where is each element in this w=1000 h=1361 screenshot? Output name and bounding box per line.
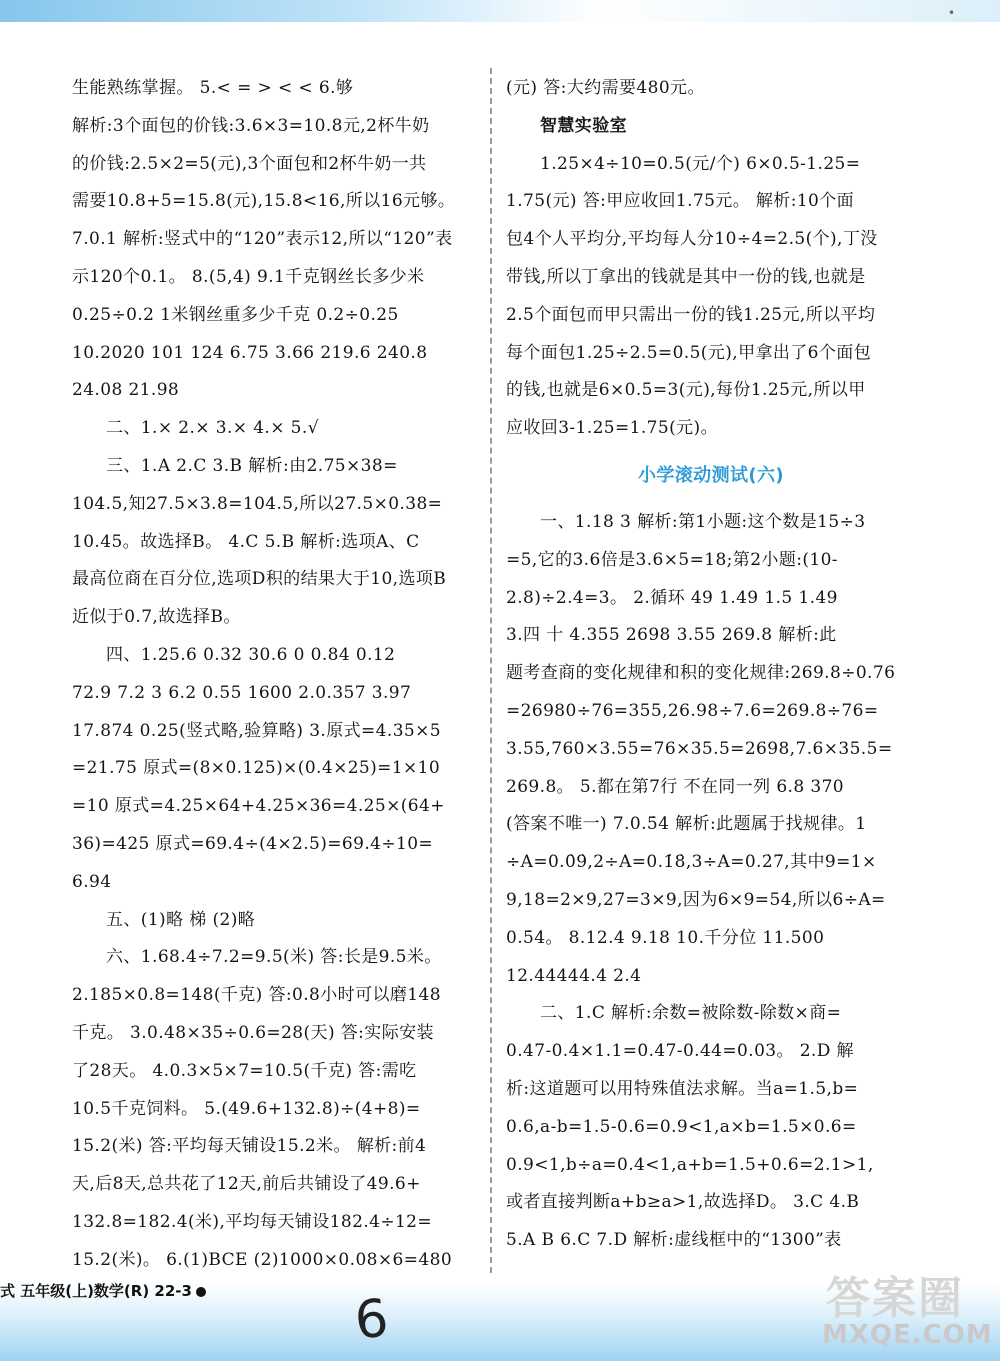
answer-line: 析:这道题可以用特殊值法求解。当a=1.5,b= <box>506 1078 859 1099</box>
answer-line: 0.9<1,b÷a=0.4<1,a+b=1.5+0.6=2.1>1, <box>506 1154 874 1175</box>
answer-line: 132.8=182.4(米),平均每天铺设182.4÷12= <box>72 1211 433 1232</box>
right-top-block <box>506 70 916 448</box>
answer-line: 15.2(米) 答:平均每天铺设15.2米。 解析:前4 <box>72 1136 427 1157</box>
watermark-top-text: 答案圈 <box>826 1273 964 1324</box>
footer-text: 式 五年级(上)数学(R) 22-3 <box>0 1282 192 1300</box>
answer-line: 17.874 0.25(竖式略,验算略) 3.原式=4.35×5 <box>72 720 441 741</box>
answer-line: 智慧实验室 <box>540 115 627 136</box>
page-edge-mark: • <box>948 6 956 20</box>
page-footer <box>0 1280 206 1306</box>
answer-line: 五、(1)略 梯 (2)略 <box>106 909 256 930</box>
answer-line: 24.08 21.98 <box>72 380 180 401</box>
answer-line: 0.5̇4̇。 8.12.4 9.18 10.千分位 11.500 <box>506 927 825 948</box>
answer-line: 0.25÷0.2 1米钢丝重多少千克 0.2÷0.25 <box>72 304 399 325</box>
answer-line: 2.185×0.8=148(千克) 答:0.8小时可以磨148 <box>72 985 441 1006</box>
answer-line: 2.8)÷2.4=3。 2.循环 49 1.49 1.5 1.49 <box>506 587 838 608</box>
answer-line: 四、1.25.6 0.32 30.6 0 0.84 0.12 <box>106 644 396 665</box>
answer-line: 7.0.1 解析:竖式中的“120”表示12,所以“120”表 <box>72 229 453 250</box>
answer-line: (答案不唯一) 7.0.5̇4̇ 解析:此题属于找规律。1 <box>506 814 867 835</box>
answer-line: 需要10.8+5=15.8(元),15.8<16,所以16元够。 <box>72 191 456 212</box>
answer-line: 最高位商在百分位,选项D积的结果大于10,选项B <box>72 569 447 590</box>
answer-line: 1.25×4÷10=0.5(元/个) 6×0.5-1.25= <box>540 153 861 174</box>
answer-line: 题考查商的变化规律和积的变化规律:269.8÷0.76 <box>506 663 896 684</box>
answer-line: 每个面包1.25÷2.5=0.5(元),甲拿出了6个面包 <box>506 342 872 363</box>
answer-line: 的钱,也就是6×0.5=3(元),每份1.25元,所以甲 <box>506 380 866 401</box>
answer-line: 104.5,知27.5×3.8=104.5,所以27.5×0.38= <box>72 493 443 514</box>
answer-line: 2.5个面包而甲只需出一份的钱1.25元,所以平均 <box>506 304 876 325</box>
answer-line: 千克。 3.0.48×35÷0.6=28(天) 答:实际安装 <box>72 1022 434 1043</box>
footer-dot-icon <box>196 1287 206 1297</box>
answer-line: 天,后8天,总共花了12天,前后共铺设了49.6+ <box>72 1174 421 1195</box>
answer-line: =26980÷76=355,26.98÷7.6=269.8÷76= <box>506 700 879 721</box>
answer-line: 的价钱:2.5×2=5(元),3个面包和2杯牛奶一共 <box>72 153 427 174</box>
answer-line: 36)=425 原式=69.4÷(4×2.5)=69.4÷10= <box>72 833 434 854</box>
column-divider <box>490 68 492 1273</box>
answer-line: 包4个人平均分,平均每人分10÷4=2.5(个),丁没 <box>506 229 878 250</box>
answer-line: 9,18=2×9,27=3×9,因为6×9=54,所以6÷A= <box>506 889 886 910</box>
answer-line: 二、1.C 解析:余数=被除数-除数×商= <box>540 1003 842 1024</box>
watermark-logo <box>818 1262 998 1358</box>
answer-line: 了28天。 4.0.3×5×7=10.5(千克) 答:需吃 <box>72 1060 417 1081</box>
answer-line: 1.75(元) 答:甲应收回1.75元。 解析:10个面 <box>506 191 855 212</box>
answer-line: 269.8。 5.都在第7行 不在同一列 6.8 370 <box>506 776 845 797</box>
answer-line: 3.四 十 4.355 2698 3.55 269.8 解析:此 <box>506 625 837 646</box>
answer-line: 二、1.× 2.× 3.× 4.× 5.√ <box>106 418 319 439</box>
answer-line: 5.A B 6.C 7.D 解析:虚线框中的“1300”表 <box>506 1230 842 1251</box>
answer-line: 72.9 7.2 3 6.2 0.55 1600 2.0.357 3.97 <box>72 682 412 703</box>
left-answer-column <box>72 70 482 1280</box>
answer-line: 近似于0.7,故选择B。 <box>72 607 241 628</box>
answer-line: 生能熟练掌握。 5.< = > < < 6.够 <box>72 78 354 98</box>
answer-line: (元) 答:大约需要480元。 <box>506 78 705 98</box>
section-title: 小学滚动测试(六) <box>637 464 785 486</box>
right-answer-column <box>506 70 916 1260</box>
answer-line: 10.45。故选择B。 4.C 5.B 解析:选项A、C <box>72 531 420 552</box>
answer-line: 10.2020 101 124 6.75 3.66 219.6 240.8 <box>72 342 428 363</box>
answer-line: 三、1.A 2.C 3.B 解析:由2.75×38= <box>106 455 398 476</box>
answer-line: ÷A=0.0̇9̇,2÷A=0.1̇8̇,3÷A=0.2̇7̇,其中9=1× <box>506 852 877 873</box>
answer-line: 解析:3个面包的价钱:3.6×3=10.8元,2杯牛奶 <box>72 115 430 136</box>
answer-line: 15.2(米)。 6.(1)BCE (2)1000×0.08×6=480 <box>72 1249 453 1270</box>
answer-line: =21.75 原式=(8×0.125)×(0.4×25)=1×10 <box>72 758 441 779</box>
answer-line: 一、1.18 3 解析:第1小题:这个数是15÷3 <box>540 511 866 532</box>
answer-line: 应收回3-1.25=1.75(元)。 <box>506 418 718 439</box>
right-bottom-block <box>506 504 916 1260</box>
answer-line: 六、1.68.4÷7.2=9.5(米) 答:长是9.5米。 <box>106 947 442 968</box>
answer-line: 0.47-0.4×1.1=0.47-0.44=0.03。 2.D 解 <box>506 1041 854 1062</box>
answer-line: 10.5千克饲料。 5.(49.6+132.8)÷(4+8)= <box>72 1098 421 1119</box>
answer-line: =5,它的3.6倍是3.6×5=18;第2小题:(10- <box>506 549 838 570</box>
answer-line: 12.44444.4 2.4 <box>506 965 642 986</box>
handwritten-page-number: 6 <box>351 1288 392 1352</box>
watermark-bottom-text: MXQE.COM <box>822 1320 993 1350</box>
answer-line: 3.55,760×3.55=76×35.5=2698,7.6×35.5= <box>506 738 893 759</box>
answer-line: =10 原式=4.25×64+4.25×36=4.25×(64+ <box>72 796 445 817</box>
answer-line: 示120个0.1。 8.(5,4) 9.1千克钢丝长多少米 <box>72 266 425 287</box>
top-decorative-band <box>0 0 1000 22</box>
answer-line: 6.94 <box>72 871 112 892</box>
answer-line: 带钱,所以丁拿出的钱就是其中一份的钱,也就是 <box>506 266 866 287</box>
answer-line: 或者直接判断a+b≥a>1,故选择D。 3.C 4.B <box>506 1192 860 1213</box>
answer-line: 0.6,a-b=1.5-0.6=0.9<1,a×b=1.5×0.6= <box>506 1116 857 1137</box>
